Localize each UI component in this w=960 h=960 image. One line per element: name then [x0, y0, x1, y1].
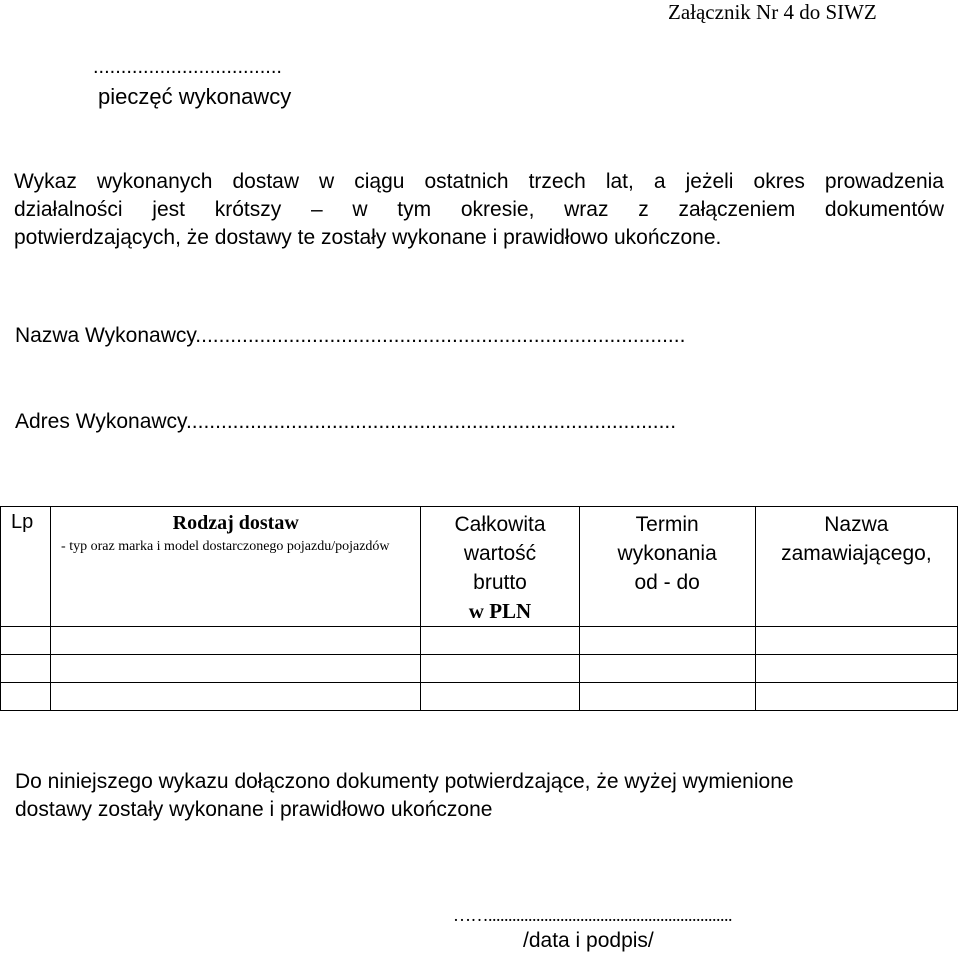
- table-row: [1, 683, 958, 711]
- header-termin: [579, 507, 755, 627]
- cell-wartosc[interactable]: [421, 627, 579, 655]
- header-wartosc-line1: Całkowita: [454, 513, 546, 536]
- header-nazwa-line2: zamawiającego,: [781, 542, 932, 565]
- cell-rodzaj[interactable]: [51, 683, 421, 711]
- cell-lp[interactable]: [1, 655, 51, 683]
- cell-lp[interactable]: [1, 683, 51, 711]
- cell-wartosc[interactable]: [421, 655, 579, 683]
- header-termin-line2: wykonania: [617, 542, 717, 565]
- header-rodzaj-subtitle: - typ oraz marka i model dostarczonego pojazdu/pojazdów: [61, 539, 390, 554]
- signature-label: /data i podpis/: [523, 929, 654, 952]
- cell-termin[interactable]: [579, 655, 755, 683]
- header-nazwa-line1: Nazwa: [824, 513, 889, 536]
- table-row: [1, 627, 958, 655]
- header-termin-line1: Termin: [635, 513, 699, 536]
- header-wartosc-line4: w PLN: [468, 599, 532, 623]
- header-nazwa: [755, 507, 957, 627]
- annex-label: Załącznik Nr 4 do SIWZ: [668, 0, 877, 24]
- contractor-address-field[interactable]: Adres Wykonawcy....................................................................................: [15, 410, 677, 433]
- cell-nazwa[interactable]: [755, 683, 957, 711]
- table-row: [1, 655, 958, 683]
- cell-termin[interactable]: [579, 627, 755, 655]
- stamp-dotted-line: ..................................: [93, 56, 282, 78]
- stamp-label: pieczęć wykonawcy: [98, 84, 292, 109]
- cell-nazwa[interactable]: [755, 627, 957, 655]
- cell-termin[interactable]: [579, 683, 755, 711]
- intro-line-3: potwierdzających, że dostawy te zostały wykonane i prawidłowo ukończone.: [14, 226, 722, 249]
- header-lp: Lp: [1, 507, 51, 627]
- header-wartosc-line2: wartość: [463, 542, 537, 565]
- table-header-row: [1, 507, 958, 627]
- cell-rodzaj[interactable]: [51, 627, 421, 655]
- cell-rodzaj[interactable]: [51, 655, 421, 683]
- footer-statement-line2: dostawy zostały wykonane i prawidłowo ukończone: [15, 798, 493, 821]
- footer-statement-line1: Do niniejszego wykazu dołączono dokumenty potwierdzające, że wyżej wymienione: [15, 770, 794, 793]
- footer-statement: [15, 768, 945, 824]
- deliveries-table: [0, 506, 958, 711]
- cell-lp[interactable]: [1, 627, 51, 655]
- cell-wartosc[interactable]: [421, 683, 579, 711]
- intro-line-2: działalności jest krótszy – w tym okresie, wraz z załączeniem dokumentów: [14, 198, 944, 221]
- signature-dotted-line: …….............................................................: [453, 905, 732, 925]
- header-rodzaj-title: Rodzaj dostaw: [172, 512, 299, 534]
- header-rodzaj: [51, 507, 421, 627]
- header-termin-line3: od - do: [634, 571, 700, 594]
- cell-nazwa[interactable]: [755, 655, 957, 683]
- intro-line-1: Wykaz wykonanych dostaw w ciągu ostatnich trzech lat, a jeżeli okres prowadzenia: [14, 170, 944, 193]
- header-wartosc: [421, 507, 579, 627]
- contractor-name-field[interactable]: Nazwa Wykonawcy....................................................................................: [15, 324, 686, 347]
- header-wartosc-line3: brutto: [473, 571, 527, 594]
- intro-paragraph: [14, 168, 944, 252]
